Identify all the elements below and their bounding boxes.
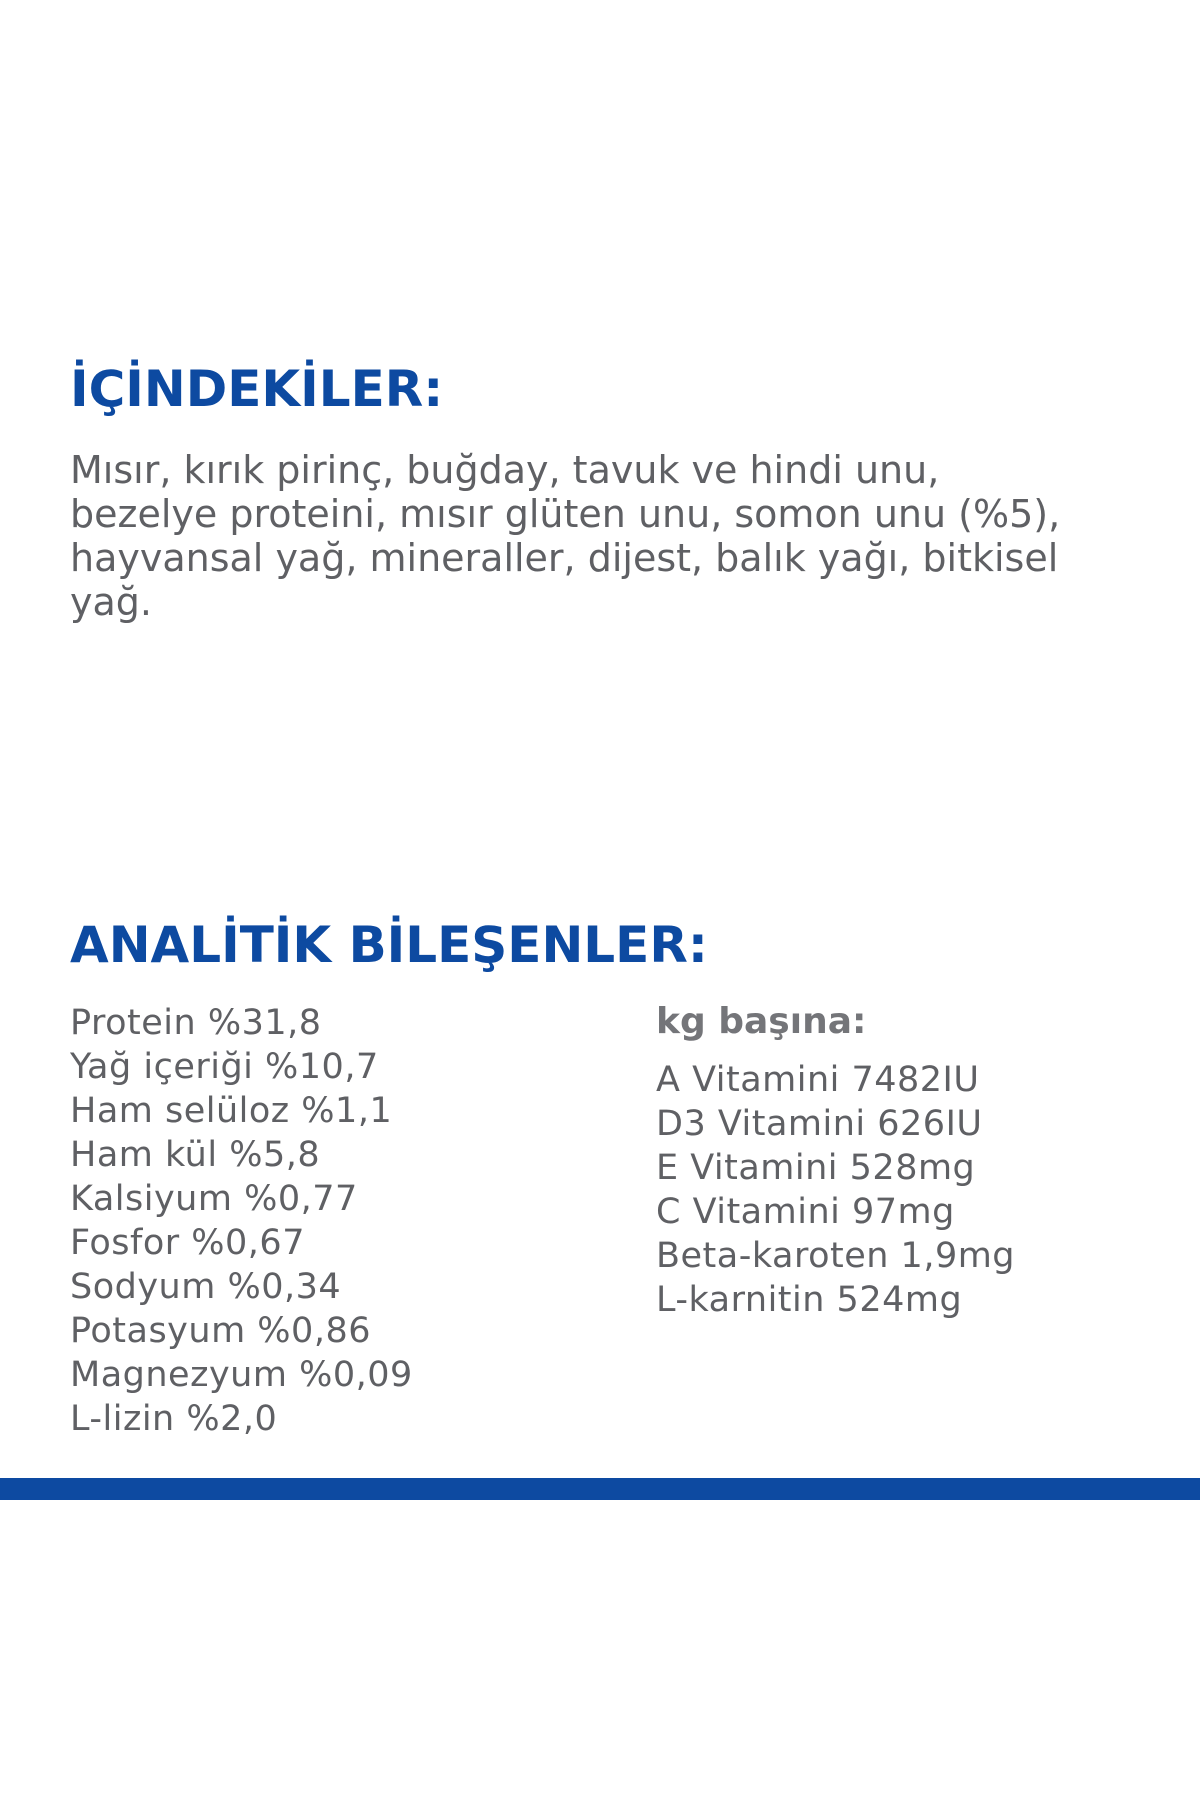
per-kg-item: L-karnitin 524mg xyxy=(656,1280,963,1320)
analytic-item: L-lizin %2,0 xyxy=(70,1399,278,1439)
per-kg-heading: kg başına: xyxy=(656,1001,867,1042)
per-kg-item: C Vitamini 97mg xyxy=(656,1192,955,1232)
per-kg-list xyxy=(656,1058,1015,1322)
per-kg-item: E Vitamini 528mg xyxy=(656,1148,976,1188)
analytic-item: Potasyum %0,86 xyxy=(70,1311,371,1351)
footer-divider-bar xyxy=(0,1478,1200,1500)
analytic-item: Sodyum %0,34 xyxy=(70,1267,342,1307)
ingredients-heading: İÇİNDEKİLER: xyxy=(70,360,444,418)
analytic-item: Ham kül %5,8 xyxy=(70,1135,321,1175)
analytic-item: Magnezyum %0,09 xyxy=(70,1355,413,1395)
ingredients-line: yağ. xyxy=(70,580,152,624)
per-kg-item: A Vitamini 7482IU xyxy=(656,1060,980,1100)
per-kg-item: D3 Vitamini 626IU xyxy=(656,1104,983,1144)
analytic-item: Kalsiyum %0,77 xyxy=(70,1179,358,1219)
ingredients-line: Mısır, kırık pirinç, buğday, tavuk ve hindi unu, xyxy=(70,448,940,492)
analytic-left-list xyxy=(70,1001,413,1441)
analytic-item: Fosfor %0,67 xyxy=(70,1223,305,1263)
analytic-item: Ham selüloz %1,1 xyxy=(70,1091,393,1131)
analytic-heading: ANALİTİK BİLEŞENLER: xyxy=(70,916,708,974)
per-kg-item: Beta-karoten 1,9mg xyxy=(656,1236,1016,1276)
ingredients-line: bezelye proteini, mısır glüten unu, somon unu (%5), xyxy=(70,492,1061,536)
ingredients-line: hayvansal yağ, mineraller, dijest, balık yağı, bitkisel xyxy=(70,536,1059,580)
ingredients-text xyxy=(70,448,1160,624)
analytic-item: Yağ içeriği %10,7 xyxy=(70,1047,379,1087)
analytic-item: Protein %31,8 xyxy=(70,1003,322,1043)
